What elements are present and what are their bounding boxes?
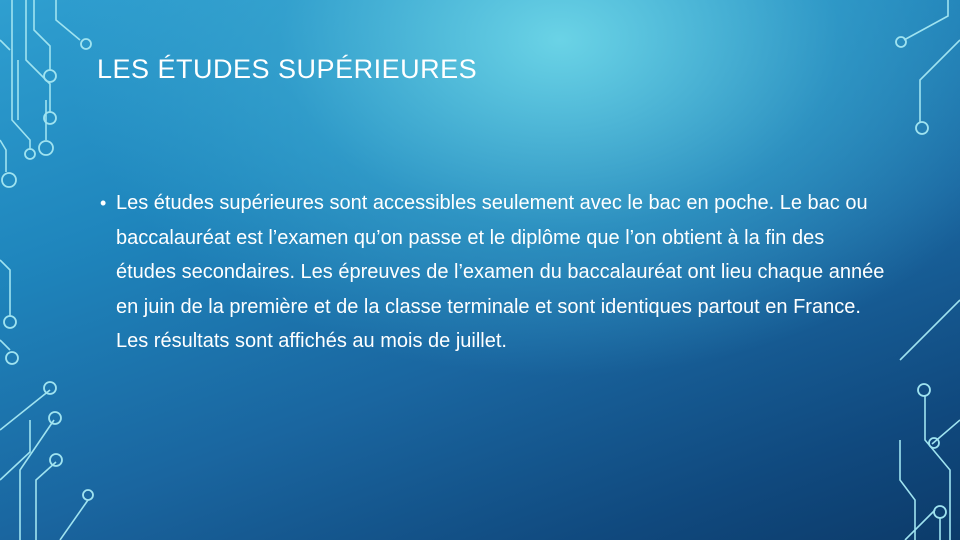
bullet-list bbox=[96, 186, 886, 359]
bullet-dot-icon: • bbox=[100, 193, 107, 213]
bullet-text: Les études supérieures sont accessibles seulement avec le bac en poche. Le bac ou baccalauréat est l’examen qu’on passe et le diplôme que l’on obtient à la fin des études secondaires. Les épreuves de l’examen du baccalauréat ont lieu chaque année en juin de la première et de la classe terminale et sont identiques partout en France. Les résultats sont affichés au mois de juillet. bbox=[116, 192, 885, 352]
bullet-item bbox=[96, 186, 886, 359]
slide-title: LES ÉTUDES SUPÉRIEURES bbox=[97, 54, 478, 84]
